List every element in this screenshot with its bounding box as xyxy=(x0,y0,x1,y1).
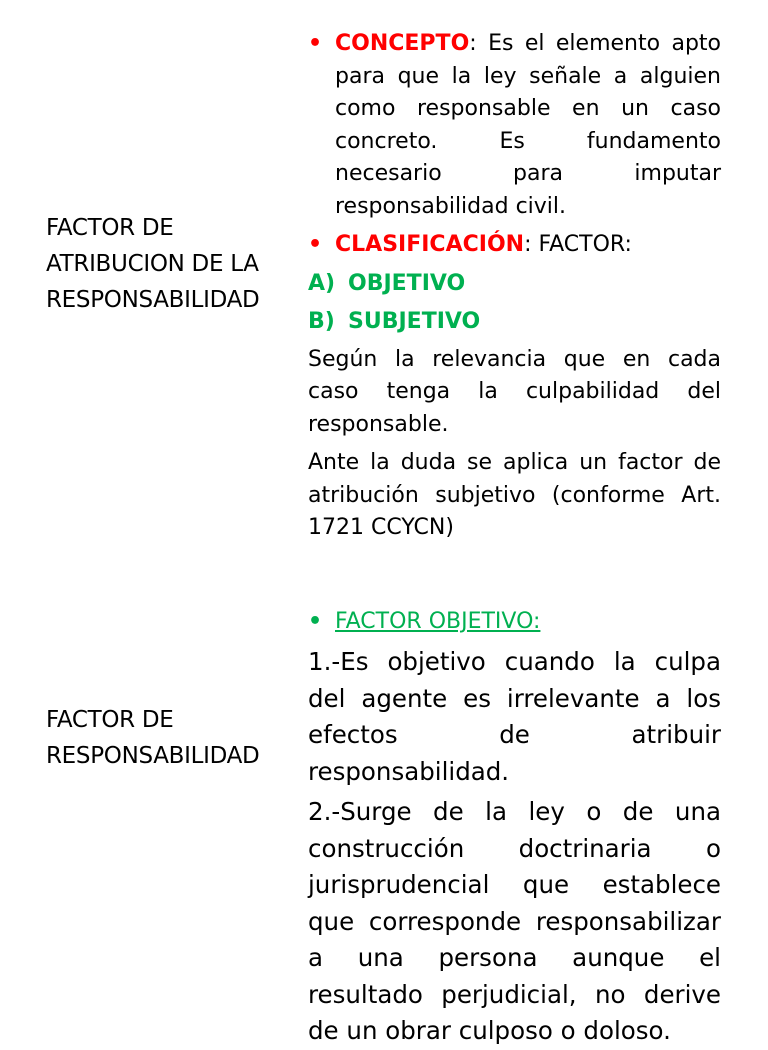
option-label: OBJETIVO xyxy=(348,270,466,296)
title-line: RESPONSABILIDAD xyxy=(46,287,260,313)
content-column xyxy=(308,28,721,545)
option-letter: A) xyxy=(308,270,336,296)
option-subjetivo xyxy=(308,306,721,338)
bullet-factor-objetivo xyxy=(308,604,721,640)
paragraph-objetivo-1: 1.-Es objetivo cuando la culpa del agente es irrelevante a los efectos de atribuir responsabilidad. xyxy=(308,647,721,786)
factor-objetivo-heading: FACTOR OBJETIVO: xyxy=(335,609,541,634)
paragraph-duda: Ante la duda se aplica un factor de atribución subjetivo (conforme Art. 1721 CCYCN) xyxy=(308,450,721,540)
bullet-concepto xyxy=(308,28,721,223)
title-line: ATRIBUCION DE LA xyxy=(46,251,259,277)
slide-title xyxy=(46,210,286,318)
bullet-clasificacion xyxy=(308,229,721,262)
option-objetivo xyxy=(308,268,721,300)
option-label: SUBJETIVO xyxy=(348,308,481,334)
concepto-label: CONCEPTO xyxy=(335,31,470,56)
slide-factor-objetivo xyxy=(0,560,768,1045)
title-line: RESPONSABILIDAD xyxy=(46,743,260,769)
option-letter: B) xyxy=(308,308,335,334)
content-column xyxy=(308,604,721,1050)
slide-title xyxy=(46,702,286,774)
paragraph-objetivo-2: 2.-Surge de la ley o de una construcción doctrinaria o jurisprudencial que establece que corresponde responsabilizar a una persona aunque el resultado perjudicial, no derive de un obrar culposo o doloso. xyxy=(308,797,721,1045)
clasificacion-text: : FACTOR: xyxy=(524,232,632,257)
paragraph-relevancia: Según la relevancia que en cada caso tenga la culpabilidad del responsable. xyxy=(308,346,721,437)
concepto-text: : Es el elemento apto para que la ley señale a alguien como responsable en un caso concreto. Es fundamento necesario para imputar responsabilidad civil. xyxy=(335,31,721,219)
clasificacion-label: CLASIFICACIÓN xyxy=(335,232,525,257)
title-line: FACTOR DE xyxy=(46,707,174,733)
title-line: FACTOR DE xyxy=(46,215,174,241)
